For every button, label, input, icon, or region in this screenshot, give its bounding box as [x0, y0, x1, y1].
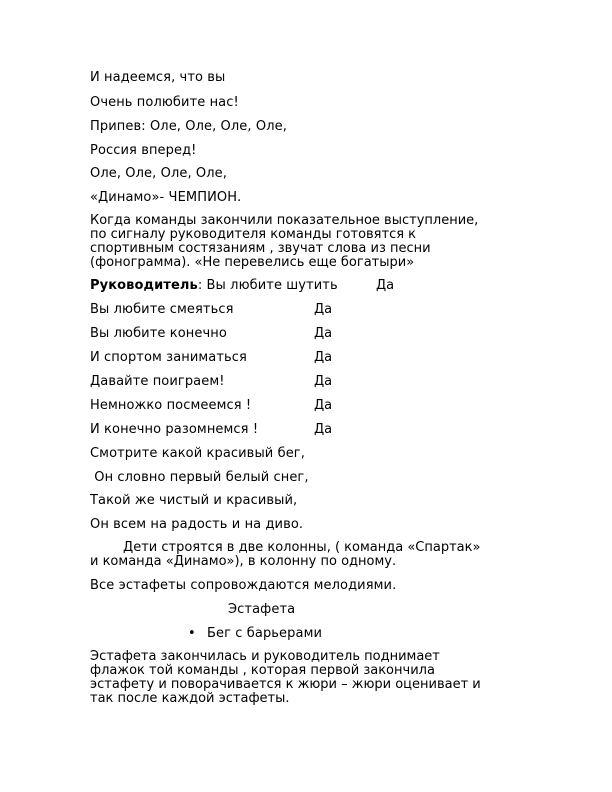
call-line: Вы любите смеяться	[90, 302, 234, 317]
intro-paragraph	[90, 214, 522, 270]
lyric-line: Россия вперед!	[90, 143, 197, 158]
call-line: Немножко посмеемся !	[90, 398, 252, 413]
call-line: И конечно разомнемся !	[90, 422, 259, 437]
poem-line: Он всем на радость и на диво.	[90, 517, 304, 532]
relay-item: Бег с барьерами	[207, 626, 323, 641]
paragraph-line: по сигналу руководителя команды готовятся к	[90, 227, 417, 242]
paragraph-line: и команда «Динамо»), в колонну по одному.	[90, 554, 397, 569]
paragraph-line: Когда команды закончили показательное выступление,	[90, 213, 479, 228]
lyric-line: Припев: Оле, Оле, Оле, Оле,	[90, 119, 287, 134]
leader-question: : Вы любите шутить	[197, 278, 338, 293]
answer-line: Да	[314, 326, 333, 341]
relay-music-line: Все эстафеты сопровождаются мелодиями.	[90, 578, 397, 593]
paragraph-line: Дети строятся в две колонны, ( команда «Спартак»	[90, 540, 481, 555]
paragraph-line: (фонограмма). «Не перевелись еще богатыри»	[90, 255, 415, 270]
relay-heading: Эстафета	[228, 602, 296, 617]
poem-line: Смотрите какой красивый бег,	[90, 446, 305, 461]
paragraph-line: флажок той команды , которая первой закончила	[90, 663, 435, 678]
answer-line: Да	[314, 398, 333, 413]
columns-paragraph	[90, 541, 522, 569]
answer-line: Да	[314, 302, 333, 317]
paragraph-line: эстафету и поворачивается к жюри – жюри оценивает и	[90, 677, 481, 692]
lyric-line: Очень полюбите нас!	[90, 95, 239, 110]
bullet-icon: •	[188, 626, 196, 641]
answer-line: Да	[314, 422, 333, 437]
lyric-line: И надеемся, что вы	[90, 70, 226, 85]
call-line: И спортом заниматься	[90, 350, 247, 365]
poem-line: Такой же чистый и красивый,	[90, 493, 298, 508]
leader-line	[90, 278, 338, 293]
paragraph-line: спортивным состязаниям , звучат слова из песни	[90, 241, 431, 256]
lyric-line: Оле, Оле, Оле, Оле,	[90, 166, 227, 181]
poem-line: Он словно первый белый снег,	[90, 470, 309, 485]
answer-line: Да	[314, 350, 333, 365]
leader-answer: Да	[376, 278, 395, 293]
call-line: Давайте поиграем!	[90, 374, 225, 389]
lyric-line: «Динамо»- ЧЕМПИОН.	[90, 190, 242, 205]
paragraph-line: так после каждой эстафеты.	[90, 691, 290, 706]
answer-line: Да	[314, 374, 333, 389]
paragraph-line: Эстафета закончилась и руководитель поднимает	[90, 649, 440, 664]
call-line: Вы любите конечно	[90, 326, 227, 341]
closing-paragraph	[90, 650, 522, 706]
leader-label: Руководитель	[90, 278, 198, 293]
